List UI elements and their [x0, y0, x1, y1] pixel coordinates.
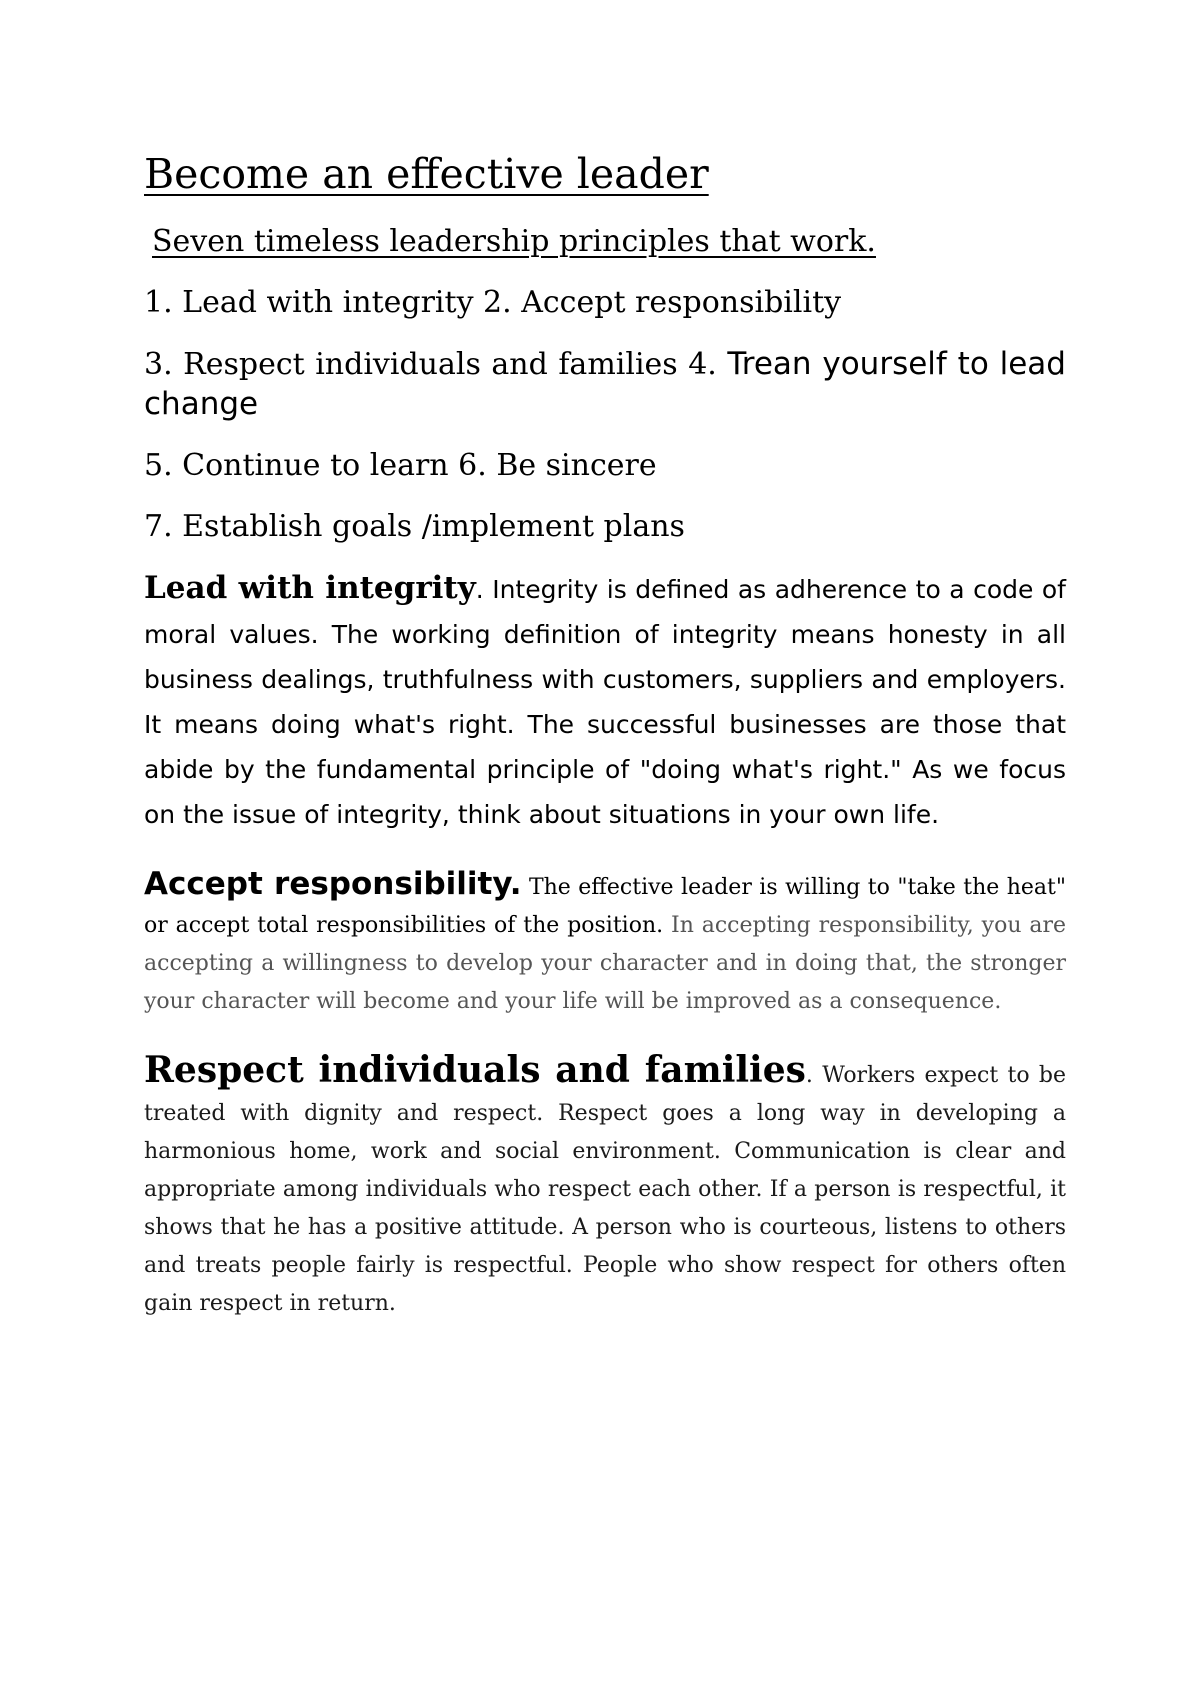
section-integrity-body: . Integrity is defined as adherence to a code of moral values. The working definition of integrity means honesty in all business dealings, truthfulness with customers, suppliers and employers. It means doing what's right. The successful businesses are those that abide by the fundamental principle of "doing what's right." As we focus on the issue of integrity, think about situations in your own life.	[144, 575, 1066, 830]
principles-line-4: 7. Establish goals /implement plans	[144, 509, 685, 545]
section-responsibility-body-grey: In accepting responsibility, you are accepting a willingness to develop your character and in doing that, the stronger your character will become and your life will be improved as a consequence.	[144, 913, 1067, 1015]
section-responsibility-body-dark: The effective leader is willing to "take the heat" or accept total responsibilities of the position.	[144, 875, 1066, 939]
principles-line-2-part-b: Trean yourself to lead change	[144, 345, 1066, 422]
section-respect	[144, 1051, 1066, 1323]
section-respect-heading: Respect individuals and families	[144, 1049, 806, 1092]
document-title: Become an effective leader	[144, 150, 709, 198]
document-subtitle: Seven timeless leadership principles that work.	[152, 224, 876, 260]
section-responsibility-heading: Accept responsibility.	[144, 866, 522, 903]
section-respect-body: . Workers expect to be treated with dignity and respect. Respect goes a long way in developing a harmonious home, work and social environment. Communication is clear and appropriate among individuals who respect each other. If a person is respectful, it shows that he has a positive attitude. A person who is courteous, listens to others and treats people fairly is respectful. People who show respect for others often gain respect in return.	[144, 1063, 1066, 1317]
section-responsibility	[144, 865, 1066, 1021]
document-page	[144, 140, 1066, 1323]
principles-line-3: 5. Continue to learn 6. Be sincere	[144, 448, 657, 484]
principles-line-2	[144, 344, 1066, 425]
section-integrity	[144, 566, 1066, 837]
principles-line-2-part-a: 3. Respect individuals and families 4.	[144, 346, 717, 382]
principles-line-1: 1. Lead with integrity 2. Accept responsibility	[144, 284, 842, 320]
section-integrity-heading: Lead with integrity	[144, 570, 476, 607]
